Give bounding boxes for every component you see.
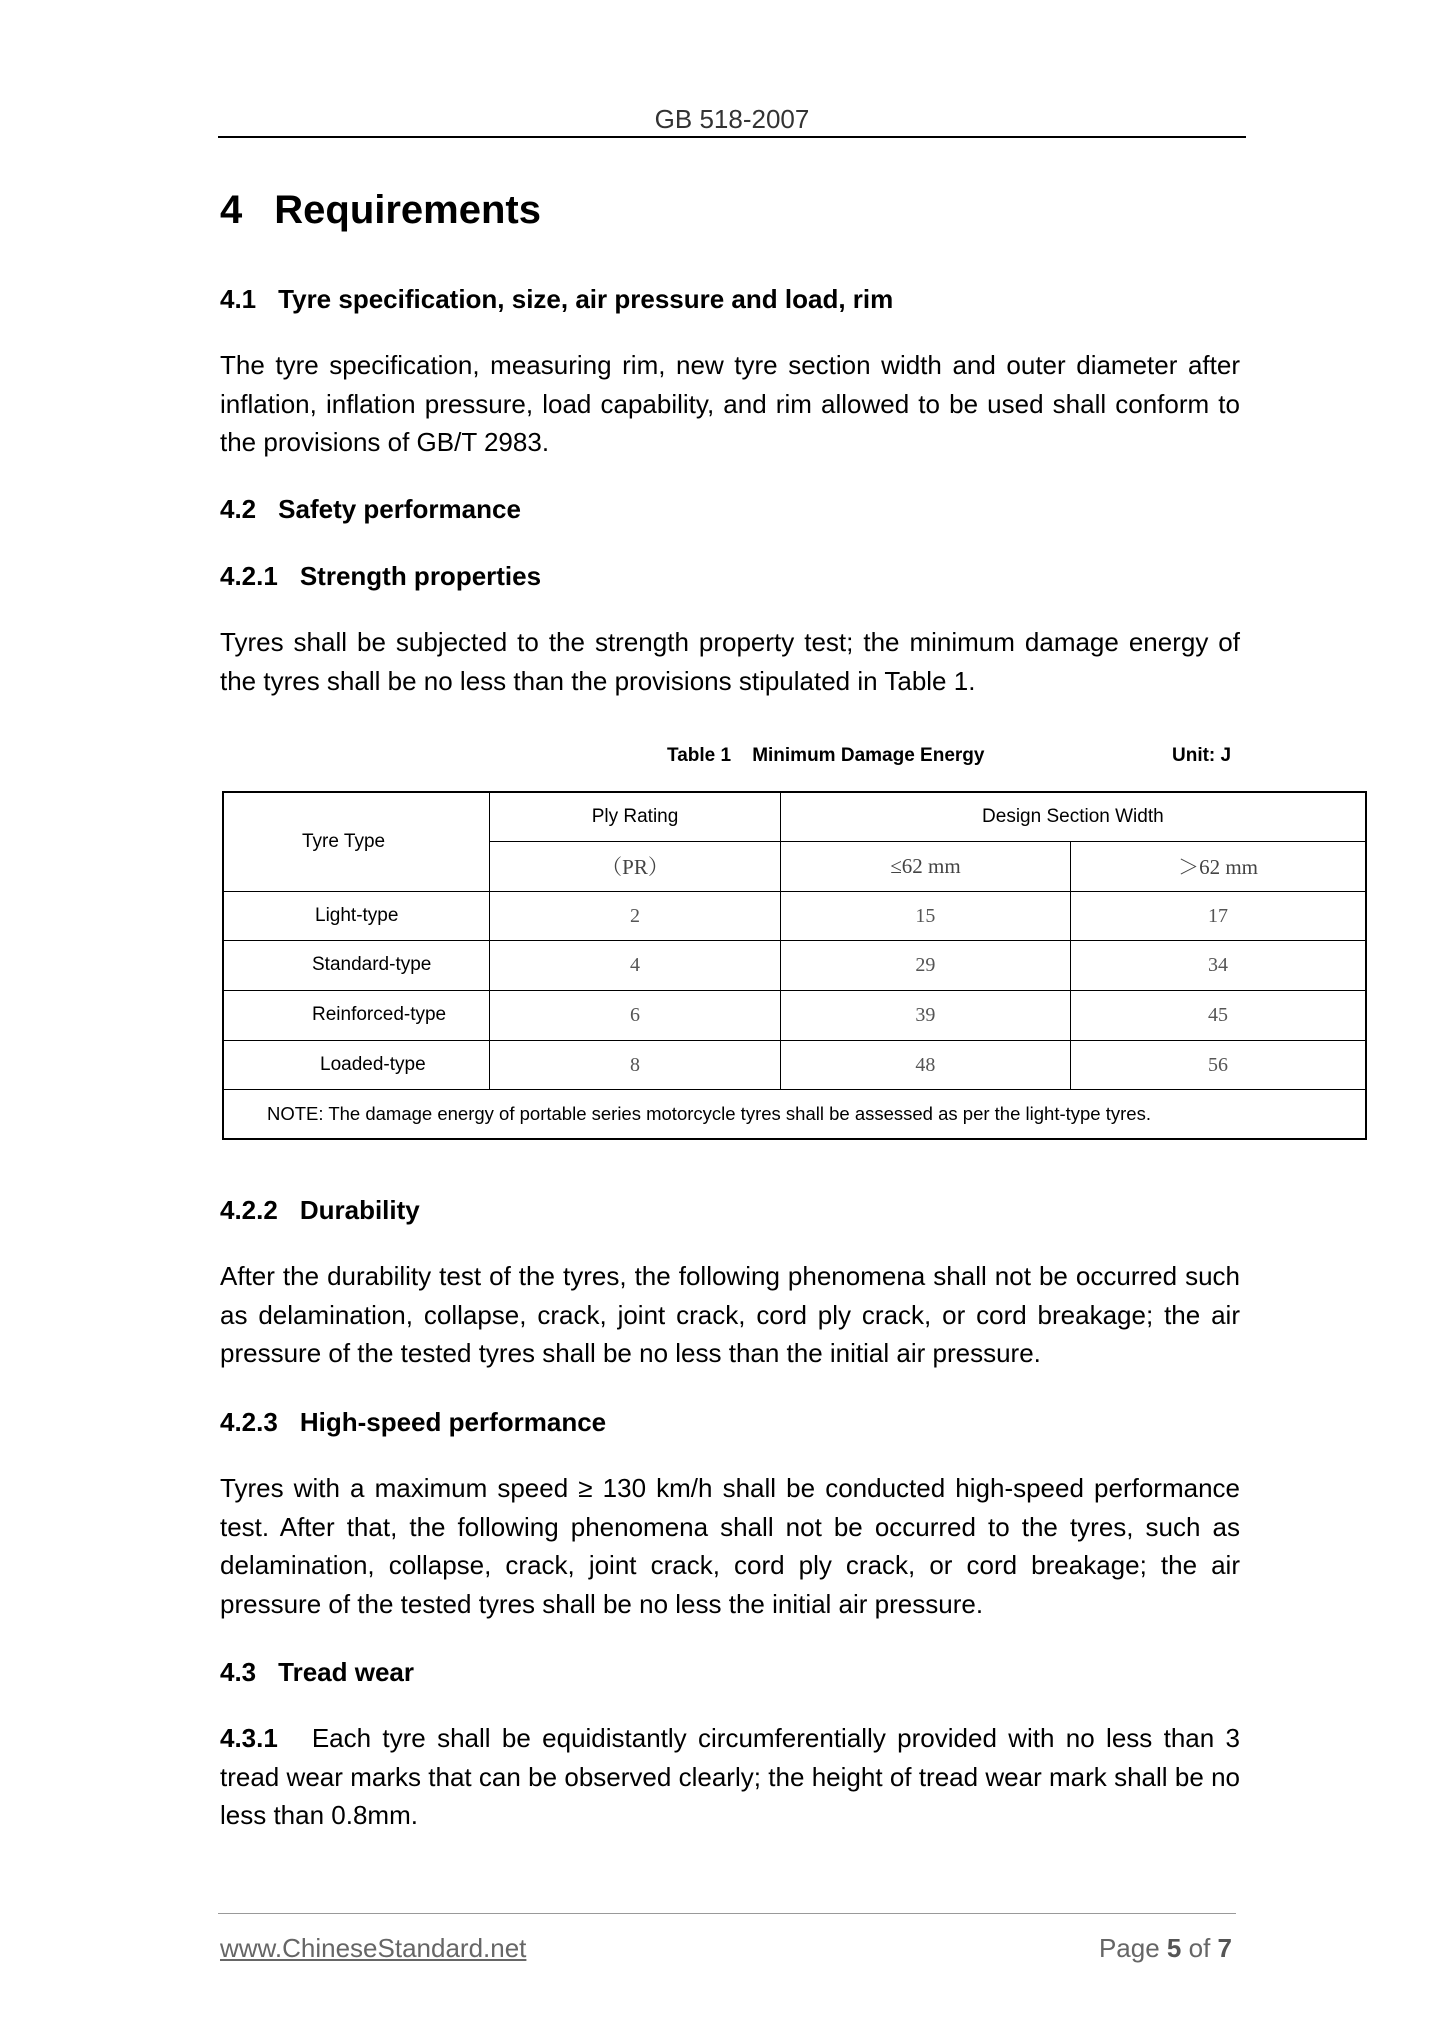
ply-rating-cell: 2 [490,892,780,941]
header-ply-unit: （PR） [490,841,780,891]
header-tyre-type: Tyre Type [223,792,490,892]
table-row [223,941,1366,990]
tyre-type-cell: Standard-type [223,941,490,990]
section-4-3-heading [220,1657,414,1688]
table-header-row [223,792,1366,841]
energy-gt-62-cell: 56 [1071,1040,1366,1089]
ply-rating-cell: 8 [490,1040,780,1089]
page-current: 5 [1166,1933,1182,1963]
header-rule [218,136,1246,138]
section-4-2-heading [220,494,521,525]
energy-le-62-cell: 15 [780,892,1070,941]
ply-rating-cell: 6 [490,990,780,1040]
table-row [223,892,1366,941]
section-number: 4.1 [220,284,257,314]
energy-gt-62-cell: 45 [1071,990,1366,1040]
section-title: Strength properties [299,561,542,591]
table-note-row [223,1090,1366,1139]
table-title: Minimum Damage Energy [752,745,985,766]
section-number: 4.3.1 [220,1723,278,1753]
energy-le-62-cell: 29 [780,941,1070,990]
section-4-2-3-heading [220,1407,606,1438]
section-number: 4.2.1 [220,561,278,591]
section-4-1-heading [220,284,893,315]
section-number: 4.2.2 [220,1195,278,1225]
tyre-type-cell: Reinforced-type [223,990,490,1040]
section-title: Safety performance [278,494,521,524]
section-number: 4.3 [220,1657,257,1687]
ply-rating-cell: 4 [490,941,780,990]
section-4-2-3-body: Tyres with a maximum speed ≥ 130 km/h shall be conducted high-speed performance test. After that, the following phenomena shall not be occurred to the tyres, such as delamination, collapse, crack, joint crack, cord ply crack, or cord breakage; the air pressure of the tested tyres shall be no less the initial air pressure. [220,1473,1240,1619]
header-ply-rating: Ply Rating [490,792,780,841]
section-4-3-1-text: Each tyre shall be equidistantly circumferentially provided with no less than 3 tread wear marks that can be observed clearly; the height of tread wear mark shall be no less than 0.8mm. [220,1723,1241,1830]
website-link[interactable]: www.ChineseStandard.net [220,1933,527,1963]
page-of: of [1188,1933,1211,1963]
page-total: 7 [1217,1933,1232,1963]
table-number: Table 1 [667,745,732,766]
table-row [223,990,1366,1040]
section-4-2-1-body: Tyres shall be subjected to the strength property test; the minimum damage energy of the tyres shall be no less than the provisions stipulated in Table 1. [220,627,1240,696]
header-design-section-width: Design Section Width [780,792,1366,841]
section-4-3-1-body [220,1719,1240,1835]
section-number: 4.2 [220,494,257,524]
table-row [223,1040,1366,1089]
section-4-2-2-heading [220,1195,420,1226]
energy-gt-62-cell: 17 [1071,892,1366,941]
header-width-gt-62: ＞62 mm [1071,841,1366,891]
section-number: 4 [220,188,243,232]
table-unit: Unit: J [1172,745,1232,766]
energy-gt-62-cell: 34 [1071,941,1366,990]
page-header: GB 518-2007 [654,104,810,134]
section-4-2-2-body: After the durability test of the tyres, the following phenomena shall not be occurred such as delamination, collapse, crack, joint crack, cord ply crack, or cord breakage; the air pressure of the tested tyres shall be no less than the initial air pressure. [220,1261,1240,1368]
section-title: Requirements [274,188,541,232]
energy-le-62-cell: 48 [780,1040,1070,1089]
section-number: 4.2.3 [220,1407,278,1437]
section-title: Tyre specification, size, air pressure and load, rim [278,284,894,314]
section-title: High-speed performance [299,1407,607,1437]
footer-rule [218,1913,1236,1914]
page-indicator [1099,1933,1232,1964]
tyre-type-cell: Loaded-type [223,1040,490,1089]
table-note: NOTE: The damage energy of portable series motorcycle tyres shall be assessed as per the light-type tyres. [223,1090,1366,1139]
table-caption [667,745,984,767]
minimum-damage-energy-table [222,791,1367,1140]
energy-le-62-cell: 39 [780,990,1070,1040]
header-width-le-62: ≤62 mm [780,841,1070,891]
section-4-1-body: The tyre specification, measuring rim, new tyre section width and outer diameter after inflation, inflation pressure, load capability, and rim allowed to be used shall conform to the provisions of GB/T 2983. [220,350,1240,457]
section-title: Durability [299,1195,420,1225]
section-4-heading [220,188,541,233]
section-4-2-1-heading [220,561,541,592]
tyre-type-cell: Light-type [223,892,490,941]
page-prefix: Page [1098,1933,1160,1963]
section-title: Tread wear [278,1657,415,1687]
